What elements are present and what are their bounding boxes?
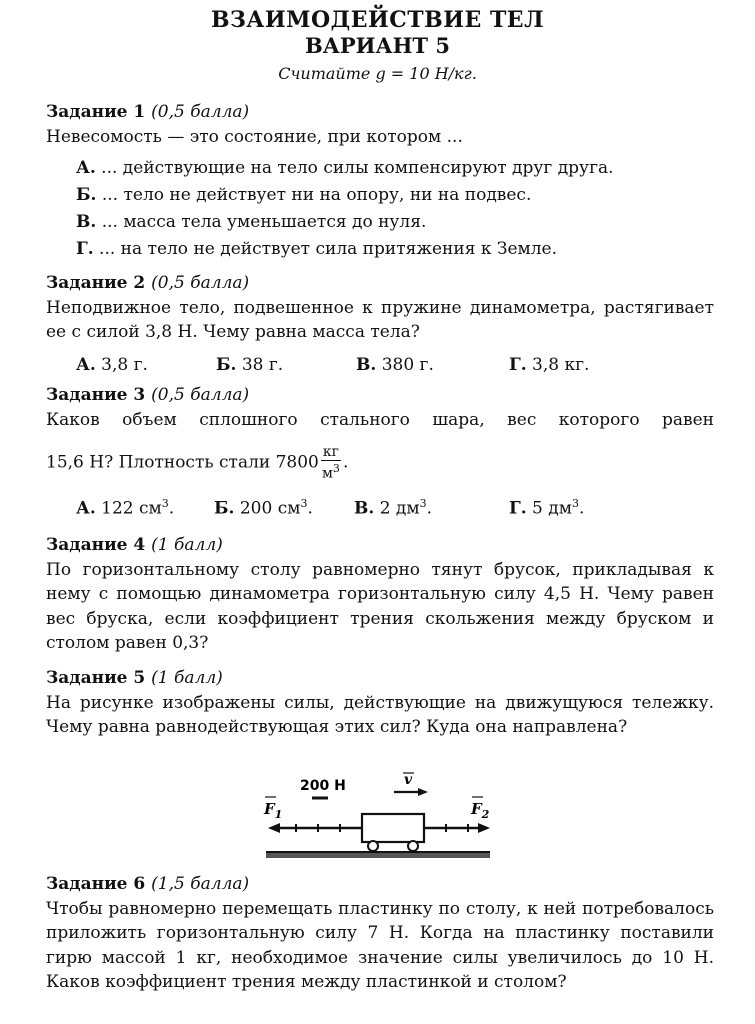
task-2-points: (0,5 балла) — [151, 273, 250, 293]
task-5 — [46, 666, 714, 740]
answer-option[interactable]: В. ... масса тела уменьшается до нуля. — [76, 212, 427, 232]
answer-option[interactable]: А. ... действующие на тело силы компенсируют друг друга. — [76, 158, 614, 178]
cart-wheel-right — [408, 841, 418, 851]
gravity-note: Считайте g = 10 Н/кг. — [278, 64, 477, 83]
cart-forces-figure — [262, 770, 494, 862]
worksheet-header — [0, 8, 755, 84]
answer-option[interactable]: А. 3,8 г. — [76, 354, 148, 375]
task-4 — [46, 533, 714, 656]
task-2 — [46, 271, 714, 377]
task-5-question: На рисунке изображены силы, действующие на движущуюся тележку. Чему равна равнодействующая этих сил? Куда она направлена? — [46, 692, 714, 737]
task-2-title: Задание 2 (0,5 балла) — [46, 273, 250, 293]
f1-label: $F_1$ — [264, 800, 283, 821]
variant-title: ВАРИАНТ 5 — [305, 33, 450, 58]
scale-label: 200 Н — [300, 778, 346, 794]
answer-option[interactable]: Г. 5 $дм^3$. — [509, 496, 585, 519]
answer-option[interactable]: Г. ... на тело не действует сила притяжения к Земле. — [76, 239, 557, 259]
f2-label: $F_2$ — [471, 800, 490, 821]
force-f2-arrowhead — [478, 823, 490, 833]
task-3 — [46, 383, 714, 521]
task-1-question: Невесомость — это состояние, при котором ... — [46, 126, 463, 147]
task-1 — [46, 100, 714, 263]
cart-forces-diagram — [262, 770, 494, 862]
task-1-options — [46, 155, 714, 263]
task-5-points: (1 балл) — [151, 668, 223, 688]
cart-wheel-left — [368, 841, 378, 851]
answer-option[interactable]: Б. 200 $см^3$. — [214, 496, 313, 519]
task-6-points: (1,5 балла) — [151, 874, 250, 894]
ground-hatching — [266, 853, 490, 858]
task-6 — [46, 872, 714, 995]
answer-option[interactable]: В. 2 $дм^3$. — [354, 496, 433, 519]
task-5-title: Задание 5 (1 балл) — [46, 668, 223, 688]
task-4-title: Задание 4 (1 балл) — [46, 535, 223, 555]
task-3-points: (0,5 балла) — [151, 385, 250, 405]
density-unit-fraction: $\frac{кг}{м^3}$ — [321, 444, 340, 482]
task-3-options — [46, 492, 714, 521]
task-6-title: Задание 6 (1,5 балла) — [46, 874, 250, 894]
task-4-question: По горизонтальному столу равномерно тянут брусок, прикладывая к нему с помощью динамометра горизонтальную силу 4,5 Н. Чему равен вес бруска, если коэффициент трения скольжения между бруском и столом равен 0,3? — [46, 559, 714, 653]
task-1-points: (0,5 балла) — [151, 102, 250, 122]
answer-option[interactable]: А. 122 $см^3$. — [76, 496, 175, 519]
task-6-question: Чтобы равномерно перемещать пластинку по столу, к ней потребовалось приложить горизонтальную силу 7 Н. Когда на пластинку поставили гирю массой 1 кг, необходимое значение силы увеличилось до 10 Н. Каков коэффициент трения между пластинкой и столом? — [46, 898, 714, 992]
cart-body — [362, 814, 424, 842]
velocity-label: v — [404, 772, 413, 788]
task-1-title: Задание 1 (0,5 балла) — [46, 102, 250, 122]
task-2-question: Неподвижное тело, подвешенное к пружине динамометра, растягивает ее с силой 3,8 Н. Чему равна масса тела? — [46, 297, 714, 342]
force-f1-arrowhead — [268, 823, 280, 833]
answer-option[interactable]: В. 380 г. — [356, 354, 434, 375]
answer-option[interactable]: Б. 38 г. — [216, 354, 284, 375]
velocity-arrowhead — [418, 788, 428, 796]
task-4-points: (1 балл) — [151, 535, 223, 555]
task-2-options — [46, 353, 714, 378]
task-3-title: Задание 3 (0,5 балла) — [46, 385, 250, 405]
answer-option[interactable]: Г. 3,8 кг. — [509, 354, 590, 375]
task-3-question-line2: 15,6 Н? Плотность стали 7800 $\frac{кг}{м^3}$ . — [46, 444, 349, 482]
page-title: ВЗАИМОДЕЙСТВИЕ ТЕЛ — [210, 7, 545, 33]
task-3-question-line1: Каков объем сплошного стального шара, вес которого равен — [46, 409, 714, 430]
answer-option[interactable]: Б. ... тело не действует ни на опору, ни на подвес. — [76, 185, 532, 205]
